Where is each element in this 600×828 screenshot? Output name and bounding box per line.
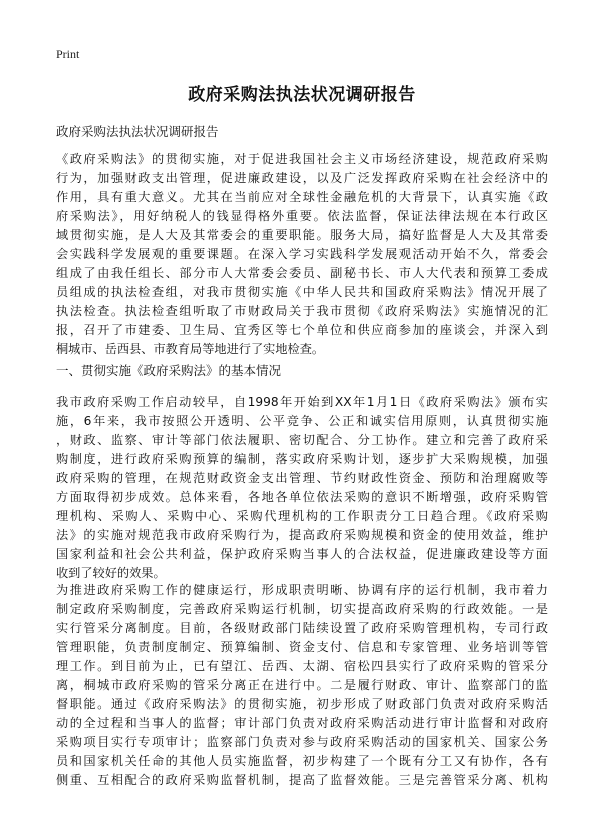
text-line: 员和国家机关任命的其他人员实施监督，初步构建了一个既有分工又有协作，各有 (56, 754, 548, 768)
text-line: 行为，加强财政支出管理，促进廉政建设，以及广泛发挥政府采购在社会经济中的 (56, 171, 548, 185)
text-line: 制定政府采购制度，完善政府采购运行机制，切实提高政府采购的行政效能。一是 (56, 602, 548, 616)
document-title: 政府采购法执法状况调研报告 (188, 85, 416, 105)
text-line: 桐城市、岳西县、市教育局等地进行了实地检查。 (56, 342, 325, 356)
text-line: 执法检查。执法检查组听取了市财政局关于我市贯彻《政府采购法》实施情况的汇 (56, 304, 548, 318)
paragraph-2 (56, 393, 548, 583)
paragraph-3 (56, 581, 548, 790)
text-line: 组成了由我任组长、部分市人大常委会委员、副秘书长、市人大代表和预算工委成 (56, 266, 548, 280)
text-line: 域贯彻实施，是人大及其常委会的重要职能。服务大局，搞好监督是人大及其常委 (56, 228, 548, 242)
text-line: ，财政、监察、审计等部门依法履职、密切配合、分工协作。建立和完善了政府采 (56, 433, 548, 447)
section-heading: 一、贯彻实施《政府采购法》的基本情况 (56, 363, 282, 378)
text-line: 采购项目实行专项审计；监察部门负责对参与政府采购活动的国家机关、国家公务 (56, 735, 548, 749)
text-line: 侧重、互相配合的政府采购监督机制，提高了监督效能。三是完善管采分离、机构 (56, 773, 548, 787)
text-line: 我市政府采购工作启动较早，自1998年开始到XX年1月1日《政府采购法》颁布实 (56, 395, 548, 409)
text-line: 政府采购的管理，在规范财政资金支出管理、节约财政性资金、预防和治理腐败等 (56, 471, 548, 485)
text-line: 国家利益和社会公共利益，保护政府采购当事人的合法权益，促进廉政建设等方面 (56, 547, 548, 561)
text-line: 实行管采分离制度。目前，各级财政部门陆续设置了政府采购管理机构，专司行政 (56, 621, 548, 635)
text-line: 动的全过程和当事人的监督；审计部门负责对政府采购活动进行审计监督和对政府 (56, 716, 548, 730)
text-line: 督职能。通过《政府采购法》的贯彻实施，初步形成了财政部门负责对政府采购活 (56, 697, 548, 711)
text-line: 会实践科学发展观的重要课题。在深入学习实践科学发展观活动开始不久，常委会 (56, 247, 548, 261)
paragraph-1 (56, 150, 548, 359)
document-subtitle: 政府采购法执法状况调研报告 (56, 124, 219, 139)
text-line: 理机构、采购人、采购中心、采购代理机构的工作职责分工日趋合理。《政府采购 (56, 509, 548, 523)
text-line: 为推进政府采购工作的健康运行，形成职责明晰、协调有序的运行机制，我市着力 (56, 583, 548, 597)
text-line: 员组成的执法检查组，对我市贯彻实施《中华人民共和国政府采购法》情况开展了 (56, 285, 548, 299)
text-line: 收到了较好的效果。 (56, 566, 166, 580)
text-line: 理工作。到目前为止，已有望江、岳西、太湖、宿松四县实行了政府采购的管采分 (56, 659, 548, 673)
text-line: 离，桐城市政府采购的管采分离正在进行中。二是履行财政、审计、监察部门的监 (56, 678, 548, 692)
text-line: 《政府采购法》的贯彻实施，对于促进我国社会主义市场经济建设，规范政府采购 (56, 152, 548, 166)
text-line: 方面取得初步成效。总体来看，各地各单位依法采购的意识不断增强，政府采购管 (56, 490, 548, 504)
text-line: 购制度，进行政府采购预算的编制，落实政府采购计划，逐步扩大采购规模，加强 (56, 452, 548, 466)
text-line: 法》的实施对规范我市政府采购行为，提高政府采购规模和资金的使用效益，维护 (56, 528, 548, 542)
text-line: 管理职能，负责制度制定、预算编制、资金支付、信息和专家管理、业务培训等管 (56, 640, 548, 654)
text-line: 府采购法》，用好纳税人的钱显得格外重要。依法监督，保证法律法规在本行政区 (56, 209, 548, 223)
text-line: 作用，具有重大意义。尤其在当前应对全球性金融危机的大背景下，认真实施《政 (56, 190, 548, 204)
print-link[interactable]: Print (56, 47, 80, 61)
text-line: 施，6年来，我市按照公开透明、公平竞争、公正和诚实信用原则，认真贯彻实施 (56, 414, 548, 428)
text-line: 报，召开了市建委、卫生局、宜秀区等七个单位和供应商参加的座谈会，并深入到 (56, 323, 548, 337)
